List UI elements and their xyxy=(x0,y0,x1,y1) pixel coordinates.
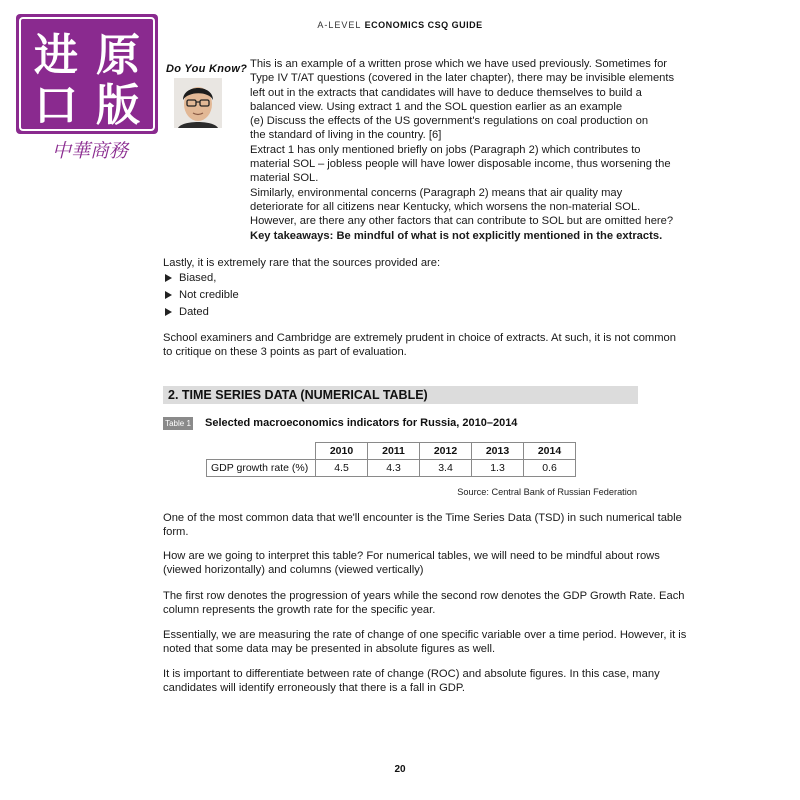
prose-line: However, are there any other factors that can contribute to SOL but are omitted here? xyxy=(250,215,674,228)
prose-line: Similarly, environmental concerns (Paragraph 2) means that air quality may xyxy=(250,186,623,199)
table-value-cell: 4.3 xyxy=(368,460,420,477)
paragraph-line: noted that some data may be presented in absolute figures as well. xyxy=(163,643,496,656)
table-caption: Selected macroeconomics indicators for Russia, 2010–2014 xyxy=(205,417,518,429)
paragraph-line: to critique on these 3 points as part of evaluation. xyxy=(163,346,407,359)
prose-line: (e) Discuss the effects of the US government's regulations on coal production on xyxy=(250,115,649,128)
body-paragraph xyxy=(163,511,682,540)
prose-line: balanced view. Using extract 1 and the SOL question earlier as an example xyxy=(250,100,623,113)
table-row-label: GDP growth rate (%) xyxy=(207,460,316,477)
table-tag: Table 1 xyxy=(163,417,193,430)
table-value-cell: 4.5 xyxy=(316,460,368,477)
body-paragraph xyxy=(163,549,660,578)
triangle-bullet-icon xyxy=(165,308,172,316)
prose-line: material SOL. xyxy=(250,172,319,185)
table-value-cell: 1.3 xyxy=(472,460,524,477)
table-header-row xyxy=(207,443,576,460)
prose-line: Extract 1 has only mentioned briefly on jobs (Paragraph 2) which contributes to xyxy=(250,143,641,156)
list-item-label: Biased, xyxy=(179,272,217,284)
triangle-bullet-icon xyxy=(165,274,172,282)
logo-char-2: 原 xyxy=(96,30,140,81)
table-year-cell: 2014 xyxy=(524,443,576,460)
prose-line: material SOL – jobless people will have lower disposable income, thus worsening the xyxy=(250,158,671,171)
list-item xyxy=(163,271,239,288)
list-item-label: Dated xyxy=(179,306,209,318)
paragraph-line: It is important to differentiate between rate of change (ROC) and absolute figures. In this case, many xyxy=(163,668,660,680)
paragraph-line: How are we going to interpret this table? For numerical tables, we will need to be mindful about rows xyxy=(163,550,660,562)
paragraph-line: School examiners and Cambridge are extremely prudent in choice of extracts. At such, it is not common xyxy=(163,332,677,344)
publisher-logo-subtitle xyxy=(47,136,133,164)
paragraph-line: form. xyxy=(163,526,189,539)
prose-line: the standard of living in the country. [6] xyxy=(250,129,442,142)
do-you-know-label: Do You Know? xyxy=(166,63,248,75)
paragraph-line: One of the most common data that we'll encounter is the Time Series Data (TSD) in such numerical table xyxy=(163,512,682,524)
paragraph-line: Essentially, we are measuring the rate of change of one specific variable over a time period. However, it is xyxy=(163,629,687,641)
triangle-bullet-icon xyxy=(165,291,172,299)
running-header xyxy=(0,20,800,30)
paragraph-line: (viewed horizontally) and columns (viewed vertically) xyxy=(163,564,424,577)
header-prefix: A-LEVEL xyxy=(317,20,365,30)
logo-char-1: 进 xyxy=(34,30,78,81)
body-paragraph xyxy=(163,628,687,657)
page-number: 20 xyxy=(394,764,406,775)
body-paragraph xyxy=(163,589,685,618)
table-year-cell: 2012 xyxy=(420,443,472,460)
table-value-cell: 0.6 xyxy=(524,460,576,477)
header-title: ECONOMICS CSQ GUIDE xyxy=(364,20,483,30)
table-corner-cell xyxy=(207,443,316,460)
table-source: Source: Central Bank of Russian Federation xyxy=(457,487,637,497)
logo-char-3: 口 xyxy=(34,80,78,131)
lastly-intro: Lastly, it is extremely rare that the sources provided are: xyxy=(163,257,441,269)
list-item xyxy=(163,288,239,305)
prose-line: deteriorate for all citizens near Kentucky, which worsens the non-material SOL. xyxy=(250,200,641,213)
source-issues-list xyxy=(163,271,239,322)
table-year-cell: 2013 xyxy=(472,443,524,460)
list-item xyxy=(163,305,239,322)
prose-line: left out in the extracts that candidates will have to deduce themselves to build a xyxy=(250,86,642,99)
gdp-growth-table xyxy=(206,442,576,477)
publisher-logo xyxy=(16,14,158,134)
body-paragraph xyxy=(163,667,660,696)
logo-char-4: 版 xyxy=(96,80,140,131)
author-avatar xyxy=(174,78,222,128)
prose-line: Type IV T/AT questions (covered in the later chapter), there may be invisible elements xyxy=(250,72,675,85)
table-year-cell: 2011 xyxy=(368,443,420,460)
section-title: 2. TIME SERIES DATA (NUMERICAL TABLE) xyxy=(168,388,428,402)
do-you-know-prose xyxy=(250,57,675,243)
paragraph-line: column represents the growth rate for the specific year. xyxy=(163,604,436,617)
examiners-paragraph xyxy=(163,331,677,360)
table-row xyxy=(207,460,576,477)
prose-line: This is an example of a written prose which we have used previously. Sometimes for xyxy=(250,58,668,70)
key-takeaway: Key takeaways: Be mindful of what is not explicitly mentioned in the extracts. xyxy=(250,229,663,242)
table-value-cell: 3.4 xyxy=(420,460,472,477)
paragraph-line: candidates will identify erroneously that there is a fall in GDP. xyxy=(163,682,466,695)
logo-subtitle-text: 中華商務 xyxy=(51,140,129,162)
paragraph-line: The first row denotes the progression of years while the second row denotes the GDP Growth Rate. Each xyxy=(163,590,685,602)
table-year-cell: 2010 xyxy=(316,443,368,460)
list-item-label: Not credible xyxy=(179,289,239,301)
